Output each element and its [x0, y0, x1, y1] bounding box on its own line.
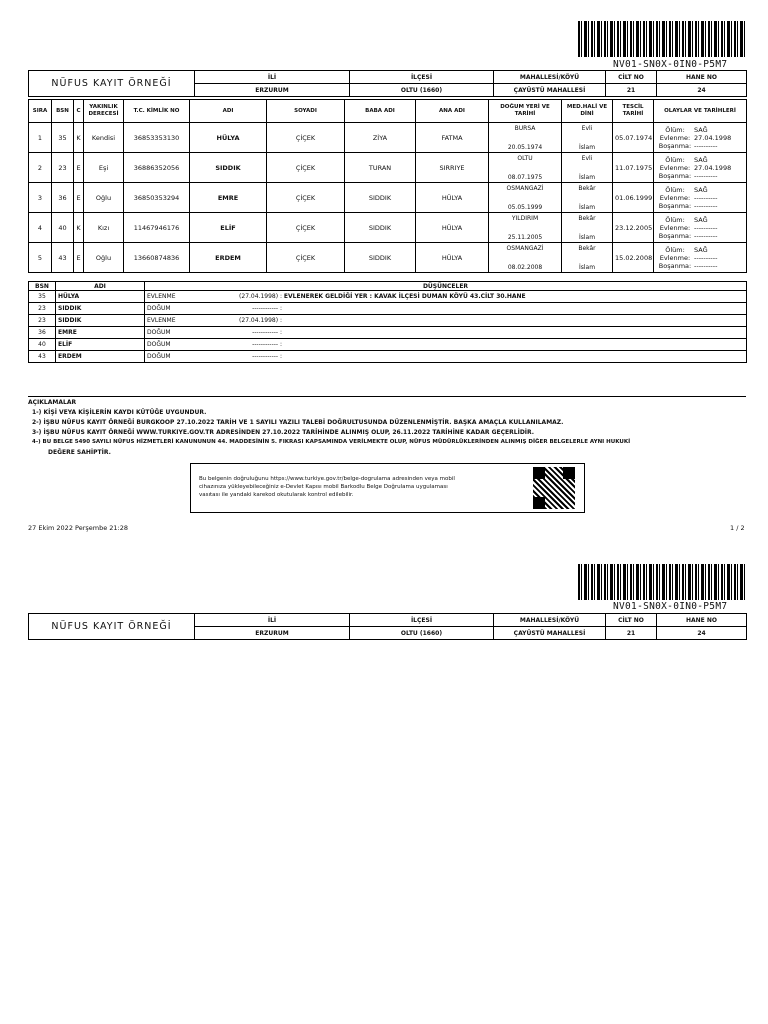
sira-cell: 1: [29, 123, 52, 153]
dogum-cell: [489, 123, 562, 153]
table-row: [29, 213, 747, 243]
il-value: ERZURUM: [195, 84, 350, 97]
dogum-yeri: OSMANGAZİ: [506, 244, 544, 252]
dogum-cell: [489, 153, 562, 183]
page-title: NÜFUS KAYIT ÖRNEĞİ: [29, 71, 195, 97]
medeni-cell: [562, 123, 613, 153]
cilt-value: 21: [606, 84, 657, 97]
note-bsn: 40: [29, 339, 56, 351]
note-tarih: (27.04.1998) :: [239, 293, 282, 300]
olum-value: SAĞ: [694, 155, 708, 164]
adi-cell: ELİF: [190, 213, 267, 243]
olum-label: Ölüm:: [665, 125, 685, 134]
note-olay: DOĞUM: [147, 305, 171, 312]
dogum-yeri: YILDIRIM: [511, 214, 539, 222]
evlenme-label: Evlenme:: [659, 163, 691, 172]
soyadi-cell: ÇİÇEK: [267, 153, 345, 183]
note-adi: ELİF: [56, 339, 145, 351]
gender-cell: E: [74, 243, 84, 273]
note-row: [29, 291, 747, 303]
din: İslam: [578, 203, 596, 211]
olaylar-cell: [654, 243, 747, 273]
tc-cell: 36850353294: [124, 183, 190, 213]
print-datetime: 27 Ekim 2022 Perşembe 21:28: [28, 524, 129, 532]
note-bsn: 23: [29, 303, 56, 315]
dogum-yeri: OSMANGAZİ: [506, 184, 544, 192]
olum-label: Ölüm:: [665, 155, 685, 164]
bosanma-label: Boşanma:: [658, 201, 692, 210]
aciklama-line: 1-) KİŞİ VEYA KİŞİLERİN KAYDI KÜTÜĞE UYGUNDUR.: [32, 409, 207, 416]
bsn-cell: 35: [52, 123, 74, 153]
evlenme-label: Evlenme:: [659, 253, 691, 262]
medeni-cell: [562, 213, 613, 243]
medeni-cell: [562, 183, 613, 213]
olaylar-cell: [654, 183, 747, 213]
aciklamalar-section: [28, 396, 746, 460]
olaylar-cell: [654, 123, 747, 153]
hane-value: 24: [657, 627, 747, 640]
page-title: NÜFUS KAYIT ÖRNEĞİ: [29, 614, 195, 640]
col-olaylar: OLAYLAR VE TARİHLERİ: [654, 100, 747, 123]
table-row: [29, 123, 747, 153]
soyadi-cell: ÇİÇEK: [267, 243, 345, 273]
olum-value: SAĞ: [694, 215, 708, 224]
col-il-header: İLİ: [195, 71, 350, 84]
note-tarih: ------------ :: [252, 329, 282, 336]
baba-cell: TURAN: [345, 153, 416, 183]
col-hane-header: HANE NO: [657, 71, 747, 84]
evlenme-label: Evlenme:: [659, 223, 691, 232]
dogum-yeri: BURSA: [514, 124, 536, 132]
evlenme-value: 27.04.1998: [694, 133, 732, 142]
bosanma-value: ----------: [694, 231, 718, 240]
note-bsn: 23: [29, 315, 56, 327]
tescil-cell: 01.06.1999: [613, 183, 654, 213]
note-tarih: ------------ :: [252, 305, 282, 312]
bosanma-label: Boşanma:: [658, 171, 692, 180]
tescil-cell: 05.07.1974: [613, 123, 654, 153]
note-adi: ERDEM: [56, 351, 145, 363]
hane-value: 24: [657, 84, 747, 97]
medeni-hal: Bekâr: [578, 244, 596, 252]
bsn-cell: 23: [52, 153, 74, 183]
medeni-cell: [562, 153, 613, 183]
evlenme-label: Evlenme:: [659, 193, 691, 202]
note-olay: DOĞUM: [147, 341, 171, 348]
note-bsn: 35: [29, 291, 56, 303]
barcode: [578, 21, 745, 57]
document-code: NV01-SN0X-0IN0-P5M7: [613, 59, 728, 70]
medeni-hal: Bekâr: [578, 214, 596, 222]
aciklama-line: 3-) İŞBU NÜFUS KAYIT ÖRNEĞİ WWW.TURKIYE.GOV.TR ADRESİNDEN 27.10.2022 TARİHİNDE ALINMIŞ OLUP, 26.11.2022 TARİHİNE KADAR GEÇERLİDİR.: [32, 429, 535, 436]
dogum-yeri: OLTU: [517, 154, 533, 162]
dogum-tarihi: 05.05.1999: [507, 203, 543, 211]
col-sira: SIRA: [29, 100, 52, 123]
ilce-value: OLTU (1660): [350, 84, 494, 97]
col-mahalle-header: MAHALLESİ/KÖYÜ: [494, 614, 606, 627]
note-bsn: 43: [29, 351, 56, 363]
dogum-cell: [489, 183, 562, 213]
note-tarih: ------------ :: [252, 353, 282, 360]
tescil-cell: 11.07.1975: [613, 153, 654, 183]
note-row: [29, 327, 747, 339]
ana-cell: SIRRIYE: [416, 153, 489, 183]
table-row: [29, 153, 747, 183]
verification-text-2: cihazınıza yükleyebileceğiniz e-Devlet Kapısı mobil Barkodlu Belge Doğrulama uygulaması: [199, 484, 448, 490]
evlenme-value: ----------: [694, 253, 718, 262]
table-row: [29, 243, 747, 273]
col-mahalle-header: MAHALLESİ/KÖYÜ: [494, 71, 606, 84]
mahalle-value: ÇAYÜSTÜ MAHALLESİ: [494, 84, 606, 97]
medeni-cell: [562, 243, 613, 273]
evlenme-value: ----------: [694, 223, 718, 232]
tc-cell: 13660874836: [124, 243, 190, 273]
notes-col-dusunceler: DÜŞÜNCELER: [145, 282, 747, 291]
col-cilt-header: CİLT NO: [606, 614, 657, 627]
note-text: [145, 303, 747, 315]
note-text: [145, 291, 747, 303]
bosanma-label: Boşanma:: [658, 141, 692, 150]
col-tescil: TESCİL TARİHİ: [613, 100, 654, 123]
adi-cell: HÜLYA: [190, 123, 267, 153]
col-bsn: BSN: [52, 100, 74, 123]
medeni-hal: Evli: [581, 154, 593, 162]
din: İslam: [578, 233, 596, 241]
mahalle-value: ÇAYÜSTÜ MAHALLESİ: [494, 627, 606, 640]
note-olay: EVLENME: [147, 317, 176, 324]
verification-text-3: vasıtası ile yandaki karekod okutularak kontrol edilebilir.: [199, 492, 354, 498]
note-bsn: 36: [29, 327, 56, 339]
yakinlik-cell: Kızı: [84, 213, 124, 243]
document-code: NV01-SN0X-0IN0-P5M7: [613, 601, 728, 612]
bsn-cell: 43: [52, 243, 74, 273]
olum-label: Ölüm:: [665, 185, 685, 194]
yakinlik-cell: Oğlu: [84, 183, 124, 213]
cilt-value: 21: [606, 627, 657, 640]
yakinlik-cell: Eşi: [84, 153, 124, 183]
note-text: [145, 339, 747, 351]
bosanma-label: Boşanma:: [658, 231, 692, 240]
dogum-tarihi: 20.05.1974: [507, 143, 543, 151]
col-medeni: MED.HALİ VE DİNİ: [562, 100, 613, 123]
adi-cell: SIDDIK: [190, 153, 267, 183]
bosanma-value: ----------: [694, 141, 718, 150]
verification-box: [190, 463, 585, 513]
bosanma-label: Boşanma:: [658, 261, 692, 270]
il-value: ERZURUM: [195, 627, 350, 640]
notes-col-bsn: BSN: [29, 282, 56, 291]
note-text: [145, 327, 747, 339]
ana-cell: HÜLYA: [416, 183, 489, 213]
note-detay: EVLENEREK GELDİĞİ YER : KAVAK İLÇESİ DUMAN KÖYÜ 43.CİLT 30.HANE: [283, 293, 526, 300]
dogum-cell: [489, 213, 562, 243]
tescil-cell: 23.12.2005: [613, 213, 654, 243]
evlenme-value: ----------: [694, 193, 718, 202]
ana-cell: HÜLYA: [416, 243, 489, 273]
verification-text-1: Bu belgenin doğruluğunu https://www.turkiye.gov.tr/belge-dogrulama adresinden veya mobil: [199, 476, 455, 482]
gender-cell: K: [74, 123, 84, 153]
bsn-cell: 40: [52, 213, 74, 243]
adi-cell: EMRE: [190, 183, 267, 213]
tescil-cell: 15.02.2008: [613, 243, 654, 273]
person-table: [28, 99, 747, 273]
col-yakinlik: YAKINLIK DERECESİ: [84, 100, 124, 123]
notes-table: [28, 281, 747, 363]
medeni-hal: Evli: [581, 124, 593, 132]
note-adi: HÜLYA: [56, 291, 145, 303]
medeni-hal: Bekâr: [578, 184, 596, 192]
note-tarih: ------------ :: [252, 341, 282, 348]
din: İslam: [578, 143, 596, 151]
bosanma-value: ----------: [694, 201, 718, 210]
tc-cell: 11467946176: [124, 213, 190, 243]
aciklama-line: 2-) İŞBU NÜFUS KAYIT ÖRNEĞİ BURGKOOP 27.10.2022 TARİH VE 1 SAYILI YAZILI TALEBİ DOĞRULTUSUNDA DÜZENLENMİŞTİR. BAŞKA AMAÇLA KULLANILAMAZ.: [32, 419, 564, 426]
aciklama-line: 4-) BU BELGE 5490 SAYILI NÜFUS HİZMETLERİ KANUNUNUN 44. MADDESİNİN 5. FIKRASI KAPSAMINDA VERİLMEKTE OLUP, NÜFUS MÜDÜRLÜKLERİNDEN ALINMIŞ DİĞER BELGELERLE AYNI HUKUKİ: [32, 439, 631, 445]
gender-cell: E: [74, 153, 84, 183]
table-row: [29, 183, 747, 213]
bosanma-value: ----------: [694, 171, 718, 180]
bsn-cell: 36: [52, 183, 74, 213]
sira-cell: 5: [29, 243, 52, 273]
note-olay: EVLENME: [147, 293, 176, 300]
baba-cell: SIDDIK: [345, 243, 416, 273]
din: İslam: [578, 263, 596, 271]
gender-cell: K: [74, 213, 84, 243]
note-olay: DOĞUM: [147, 353, 171, 360]
yakinlik-cell: Kendisi: [84, 123, 124, 153]
soyadi-cell: ÇİÇEK: [267, 183, 345, 213]
aciklama-line: DEĞERE SAHİPTİR.: [48, 449, 111, 456]
bosanma-value: ----------: [694, 261, 718, 270]
tc-cell: 36853353130: [124, 123, 190, 153]
note-row: [29, 315, 747, 327]
col-baba: BABA ADI: [345, 100, 416, 123]
note-row: [29, 351, 747, 363]
barcode: [578, 564, 745, 600]
adi-cell: ERDEM: [190, 243, 267, 273]
col-hane-header: HANE NO: [657, 614, 747, 627]
olum-label: Ölüm:: [665, 245, 685, 254]
col-dogum: DOĞUM YERİ VE TARİHİ: [489, 100, 562, 123]
note-adi: SIDDIK: [56, 303, 145, 315]
ana-cell: FATMA: [416, 123, 489, 153]
yakinlik-cell: Oğlu: [84, 243, 124, 273]
olum-value: SAĞ: [694, 185, 708, 194]
col-ana: ANA ADI: [416, 100, 489, 123]
col-ilce-header: İLÇESİ: [350, 71, 494, 84]
din: İslam: [578, 173, 596, 181]
dogum-tarihi: 08.02.2008: [507, 263, 543, 271]
col-il-header: İLİ: [195, 614, 350, 627]
qr-code-icon: [533, 467, 575, 509]
gender-cell: E: [74, 183, 84, 213]
page-number: 1 / 2: [730, 524, 745, 532]
baba-cell: SIDDIK: [345, 213, 416, 243]
evlenme-value: 27.04.1998: [694, 163, 732, 172]
note-olay: DOĞUM: [147, 329, 171, 336]
baba-cell: ZİYA: [345, 123, 416, 153]
note-adi: EMRE: [56, 327, 145, 339]
col-c: C: [74, 100, 84, 123]
dogum-tarihi: 25.11.2005: [507, 233, 543, 241]
note-adi: SIDDIK: [56, 315, 145, 327]
olum-value: SAĞ: [694, 125, 708, 134]
evlenme-label: Evlenme:: [659, 133, 691, 142]
ana-cell: HÜLYA: [416, 213, 489, 243]
olum-value: SAĞ: [694, 245, 708, 254]
note-row: [29, 303, 747, 315]
soyadi-cell: ÇİÇEK: [267, 123, 345, 153]
olaylar-cell: [654, 213, 747, 243]
sira-cell: 4: [29, 213, 52, 243]
olum-label: Ölüm:: [665, 215, 685, 224]
sira-cell: 3: [29, 183, 52, 213]
col-cilt-header: CİLT NO: [606, 71, 657, 84]
header-table: [28, 70, 747, 97]
note-row: [29, 339, 747, 351]
col-tc: T.C. KİMLİK NO: [124, 100, 190, 123]
note-text: [145, 315, 747, 327]
col-ilce-header: İLÇESİ: [350, 614, 494, 627]
olaylar-cell: [654, 153, 747, 183]
ilce-value: OLTU (1660): [350, 627, 494, 640]
sira-cell: 2: [29, 153, 52, 183]
dogum-tarihi: 08.07.1975: [507, 173, 543, 181]
notes-col-adi: ADI: [56, 282, 145, 291]
aciklamalar-title: AÇIKLAMALAR: [28, 399, 77, 406]
dogum-cell: [489, 243, 562, 273]
note-text: [145, 351, 747, 363]
header-table-page2: [28, 613, 747, 640]
baba-cell: SIDDIK: [345, 183, 416, 213]
note-tarih: (27.04.1998) :: [239, 317, 282, 324]
soyadi-cell: ÇİÇEK: [267, 213, 345, 243]
col-adi: ADI: [190, 100, 267, 123]
col-soyadi: SOYADI: [267, 100, 345, 123]
tc-cell: 36886352056: [124, 153, 190, 183]
